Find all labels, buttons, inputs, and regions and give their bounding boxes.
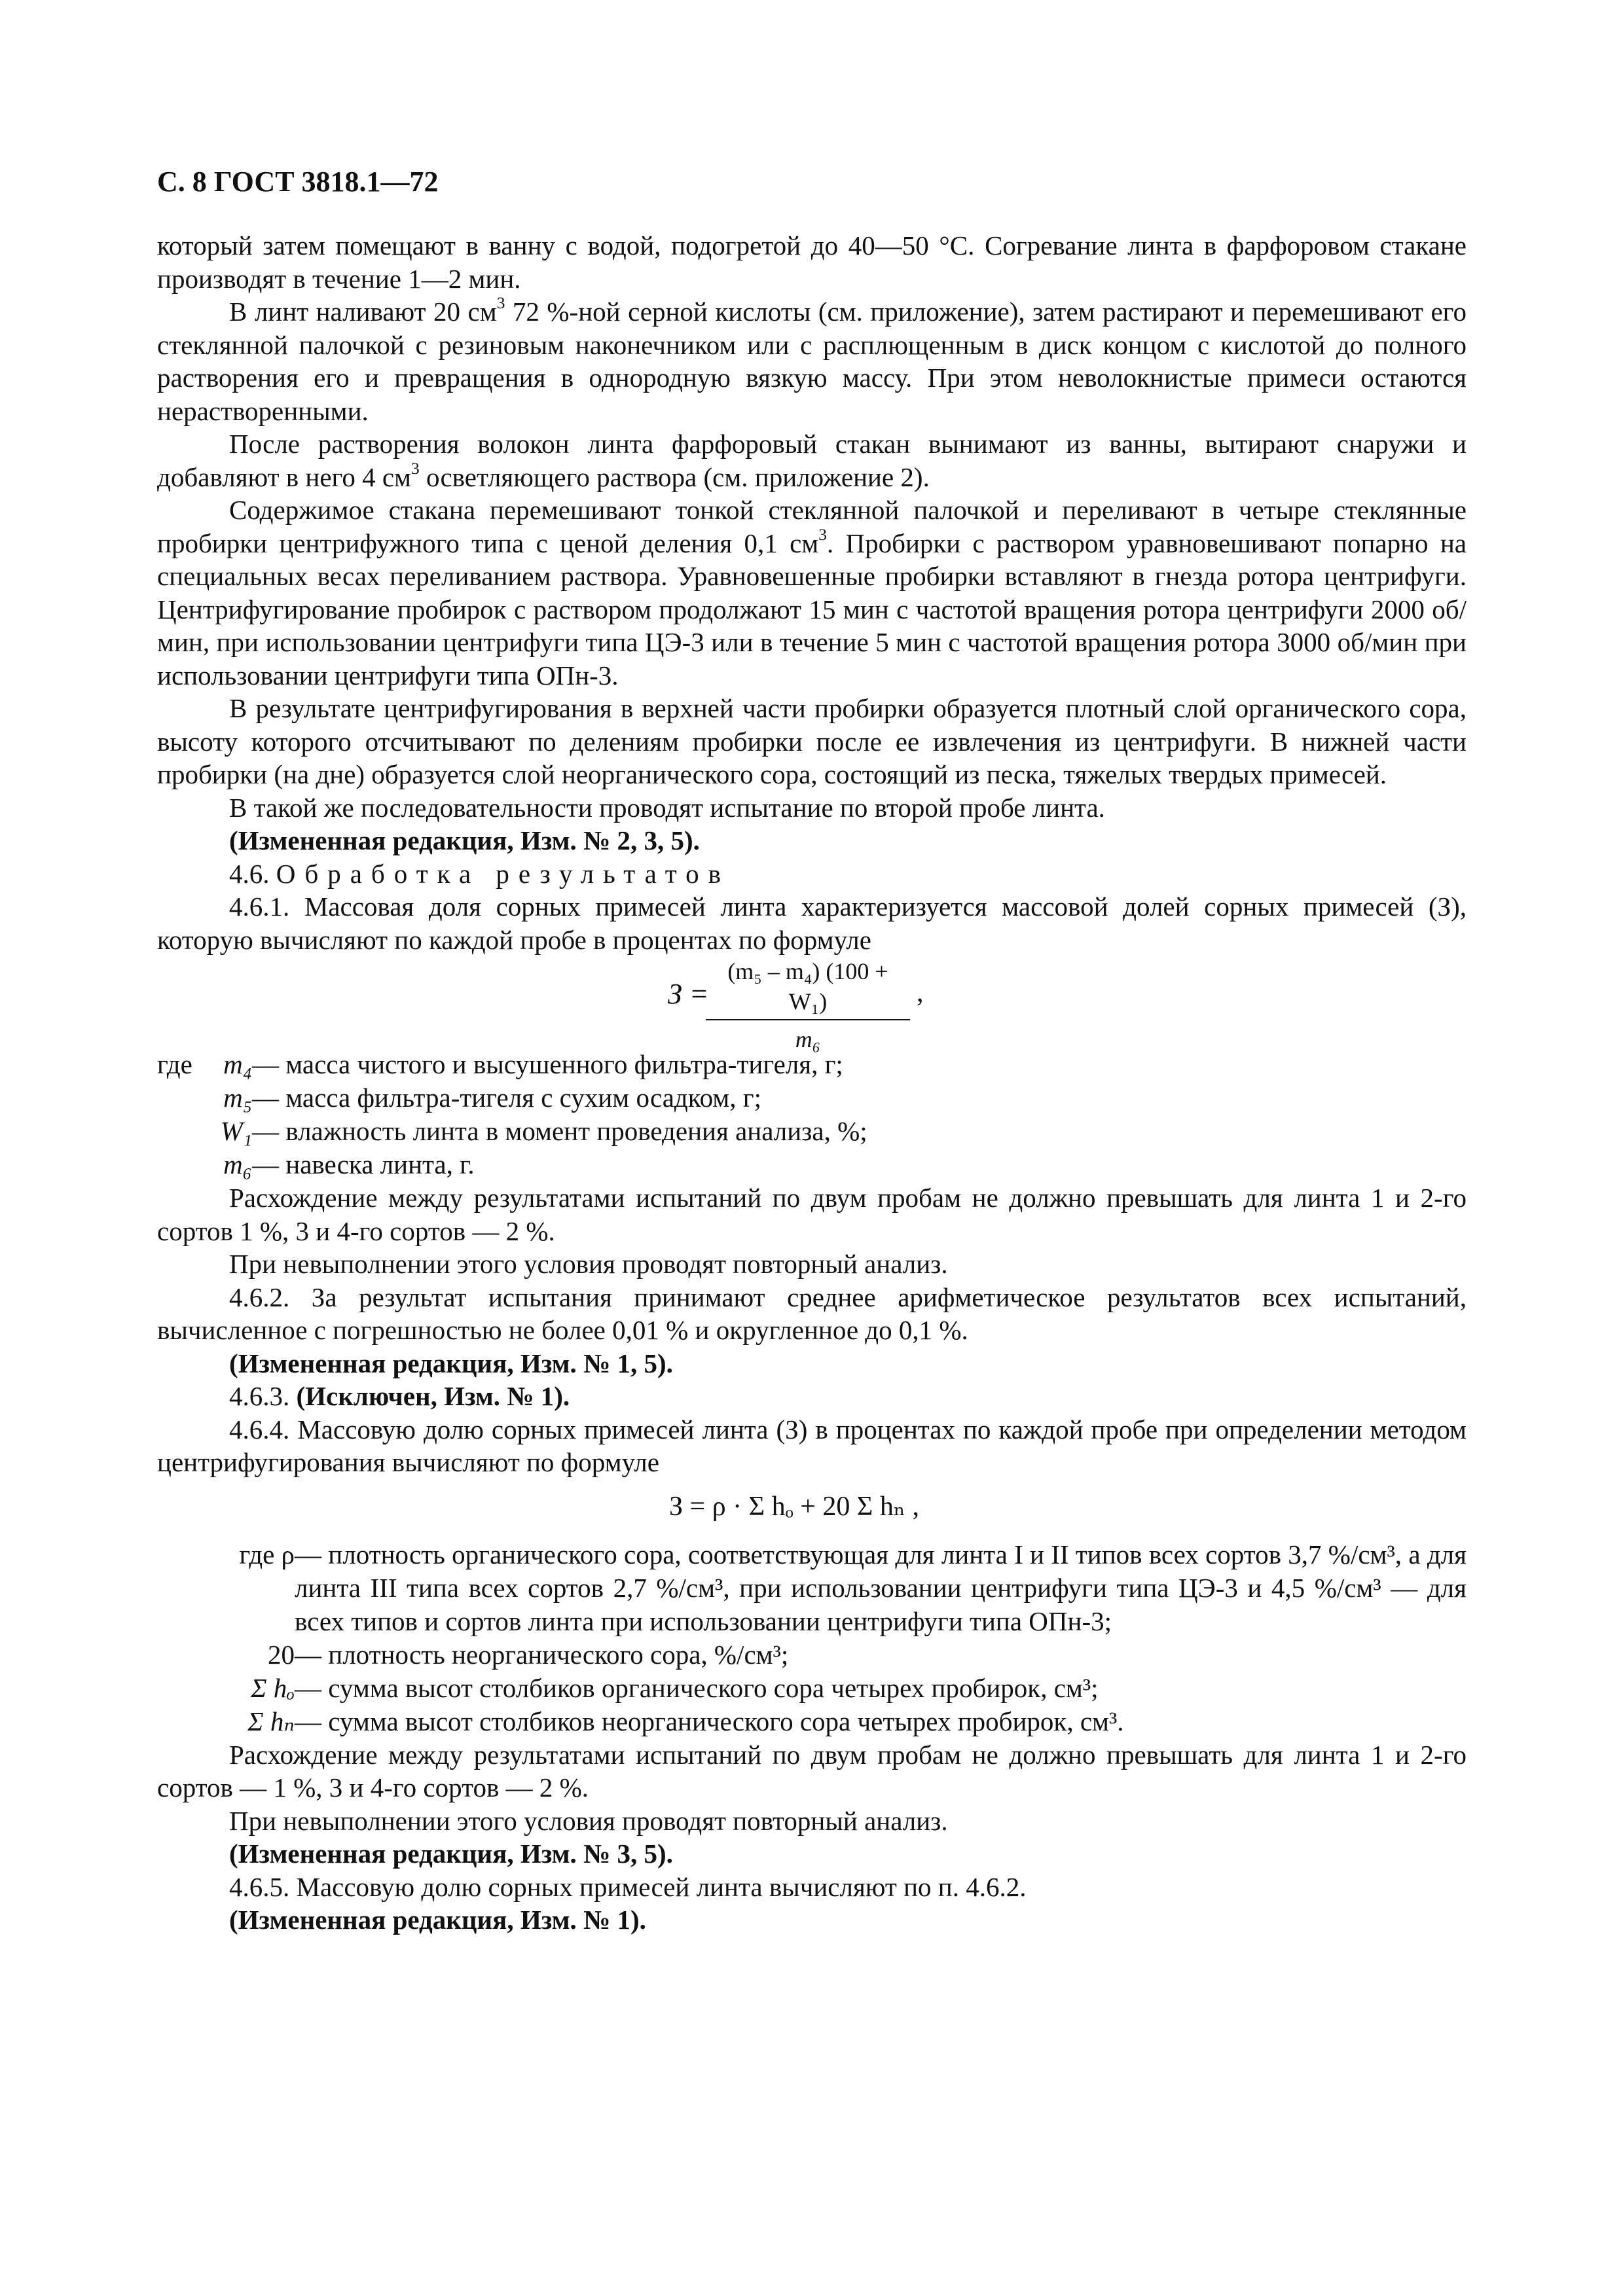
where-row bbox=[157, 1638, 1467, 1672]
where-symbol: m₅ bbox=[223, 1083, 252, 1113]
where-definition: — навеска линта, г. bbox=[252, 1149, 475, 1179]
where-symbol: Σ hₒ bbox=[251, 1672, 295, 1703]
where-row bbox=[157, 1148, 1467, 1181]
paragraph: В такой же последовательности проводят испытание по второй пробе линта. bbox=[229, 792, 1105, 823]
amendment-note: (Измененная редакция, Изм. № 3, 5). bbox=[229, 1839, 673, 1869]
page-header: С. 8 ГОСТ 3818.1—72 bbox=[157, 166, 439, 198]
where-definition: — плотность органического сора, соответствующая для линта I и II типов всех сортов 3,7 %/см³, а для линта III типа всех сортов 2,7 %/см³, при использовании центрифуги типа ЦЭ-3 и 4,5 %/см³ — для всех типов и сортов линта при использовании центрифуги типа ОПн-3; bbox=[295, 1539, 1467, 1636]
amendment-note: (Исключен, Изм. № 1). bbox=[296, 1381, 570, 1411]
formula-denominator: m₆ bbox=[795, 1026, 821, 1052]
where-symbol: где ρ bbox=[239, 1539, 295, 1570]
where-row bbox=[157, 1115, 1467, 1148]
formula-expression: З = ρ · Σ hₒ + 20 Σ hₙ , bbox=[669, 1491, 920, 1522]
text: . Пробирки с раствором уравновешивают попарно на специальных весах переливанием раствора. Уравновешенные пробирки вставляют в гнезда ротора центрифуги. Центрифугирование пробирок с раствором продолжают 15 мин с частотой вращения ротора центрифуги 2000 об/мин, при использовании центрифуги типа ЦЭ-3 или в течение 5 мин с частотой вращения ротора 3000 об/мин при использовании центрифуги типа ОПн-3. bbox=[157, 528, 1467, 691]
text: После растворения волокон линта фарфоровый стакан вынимают из ванны, вытирают снаружи и добавляют в него 4 см bbox=[157, 429, 1467, 492]
text: 72 %-ной серной кислоты (см. приложение), затем растирают и перемешивают его стеклянной палочкой с резиновым наконечником или с расплющенным в диск концом с кислотой до полного растворения его и превращения в однородную вязкую массу. При этом неволокнистые примеси остаются нерастворенными. bbox=[157, 296, 1467, 426]
where-definition: — плотность неорганического сора, %/см³; bbox=[295, 1639, 789, 1670]
paragraph: 4.6.2. За результат испытания принимают среднее арифметическое результатов всех испытаний, вычисленное с погрешностью не более 0,01 % и округленное до 0,1 %. bbox=[157, 1282, 1467, 1345]
where-definition: — сумма высот столбиков органического сора четырех пробирок, см³; bbox=[295, 1672, 1099, 1703]
where-row bbox=[157, 1048, 1467, 1081]
text: В линт наливают 20 см bbox=[229, 296, 497, 327]
where-row bbox=[157, 1081, 1467, 1115]
section-number: 4.6.3. bbox=[229, 1381, 297, 1411]
paragraph: 4.6.4. Массовую долю сорных примесей линта (З) в процентах по каждой пробе при определении методом центрифугирования вычисляют по формуле bbox=[157, 1414, 1467, 1477]
document-page bbox=[157, 162, 1467, 1937]
where-symbol: m₆ bbox=[223, 1149, 252, 1179]
paragraph: При невыполнении этого условия проводят повторный анализ. bbox=[229, 1805, 948, 1836]
formula-numerator: (m₅ – m₄) (100 + W₁) bbox=[727, 958, 888, 1014]
paragraph: 4.6.1. Массовая доля сорных примесей линта характеризуется массовой долей сорных примесей (З), которую вычисляют по каждой пробе в процентах по формуле bbox=[157, 891, 1467, 955]
superscript: 3 bbox=[411, 459, 420, 478]
where-symbol: 20 bbox=[268, 1639, 295, 1670]
where-row bbox=[157, 1538, 1467, 1638]
paragraph: 4.6.5. Массовую долю сорных примесей линта вычисляют по п. 4.6.2. bbox=[229, 1871, 1027, 1902]
section-number: 4.6. bbox=[229, 858, 276, 889]
where-symbol: W₁ bbox=[220, 1116, 252, 1146]
where-lead: где bbox=[157, 1049, 192, 1079]
paragraph: При невыполнении этого условия проводят повторный анализ. bbox=[229, 1249, 948, 1279]
where-definition: — масса чистого и высушенного фильтра-тигеля, г; bbox=[252, 1049, 843, 1079]
text: Содержимое стакана перемешивают тонкой стеклянной палочкой и переливают в четыре стеклянные пробирки центрифужного типа с ценой деления 0,1 см bbox=[157, 495, 1467, 558]
formula-tail: , bbox=[917, 978, 924, 1008]
paragraph bbox=[157, 493, 1467, 692]
where-definition: — сумма высот столбиков неорганического сора четырех пробирок, см³. bbox=[295, 1706, 1124, 1736]
paragraph: Расхождение между результатами испытаний по двум пробам не должно превышать для линта 1 и 2-го сортов 1 %, 3 и 4-го сортов — 2 %. bbox=[157, 1183, 1467, 1246]
where-list-1 bbox=[157, 1048, 1467, 1181]
paragraph bbox=[157, 1380, 1467, 1413]
paragraph: который затем помещают в ванну с водой, подогретой до 40—50 °С. Согревание линта в фарфоровом стакане производят в течение 1—2 мин. bbox=[157, 230, 1467, 294]
section-title: Обработка результатов bbox=[276, 858, 731, 889]
where-row bbox=[157, 1672, 1467, 1705]
where-symbol: m₄ bbox=[223, 1049, 252, 1079]
amendment-note: (Измененная редакция, Изм. № 1). bbox=[229, 1905, 646, 1935]
formula-fraction bbox=[706, 956, 910, 1054]
amendment-note: (Измененная редакция, Изм. № 2, 3, 5). bbox=[229, 825, 700, 855]
formula-lhs: З = bbox=[668, 978, 709, 1010]
fraction-bar bbox=[706, 1019, 910, 1020]
paragraph bbox=[157, 427, 1467, 493]
text: осветляющего раствора (см. приложение 2). bbox=[419, 461, 930, 492]
paragraph: В результате центрифугирования в верхней части пробирки образуется плотный слой органического сора, высоту которого отсчитывают по делениям пробирки после ее извлечения из центрифуги. В нижней части пробирки (на дне) образуется слой неорганического сора, состоящий из песка, тяжелых твердых примесей. bbox=[157, 693, 1467, 789]
paragraph: Расхождение между результатами испытаний по двум пробам не должно превышать для линта 1 и 2-го сортов — 1 %, 3 и 4-го сортов — 2 %. bbox=[157, 1739, 1467, 1803]
where-definition: — масса фильтра-тигеля с сухим осадком, г; bbox=[252, 1083, 761, 1113]
superscript: 3 bbox=[496, 293, 505, 312]
superscript: 3 bbox=[818, 525, 827, 544]
where-symbol: Σ hₙ bbox=[247, 1706, 295, 1736]
formula-2 bbox=[157, 1479, 1467, 1538]
where-definition: — влажность линта в момент проведения анализа, %; bbox=[252, 1116, 867, 1146]
where-list-2 bbox=[157, 1538, 1467, 1738]
paragraph bbox=[157, 295, 1467, 427]
amendment-note: (Измененная редакция, Изм. № 1, 5). bbox=[229, 1348, 673, 1378]
section-heading bbox=[157, 857, 1467, 891]
where-row bbox=[157, 1705, 1467, 1738]
formula-1 bbox=[157, 956, 1467, 1052]
